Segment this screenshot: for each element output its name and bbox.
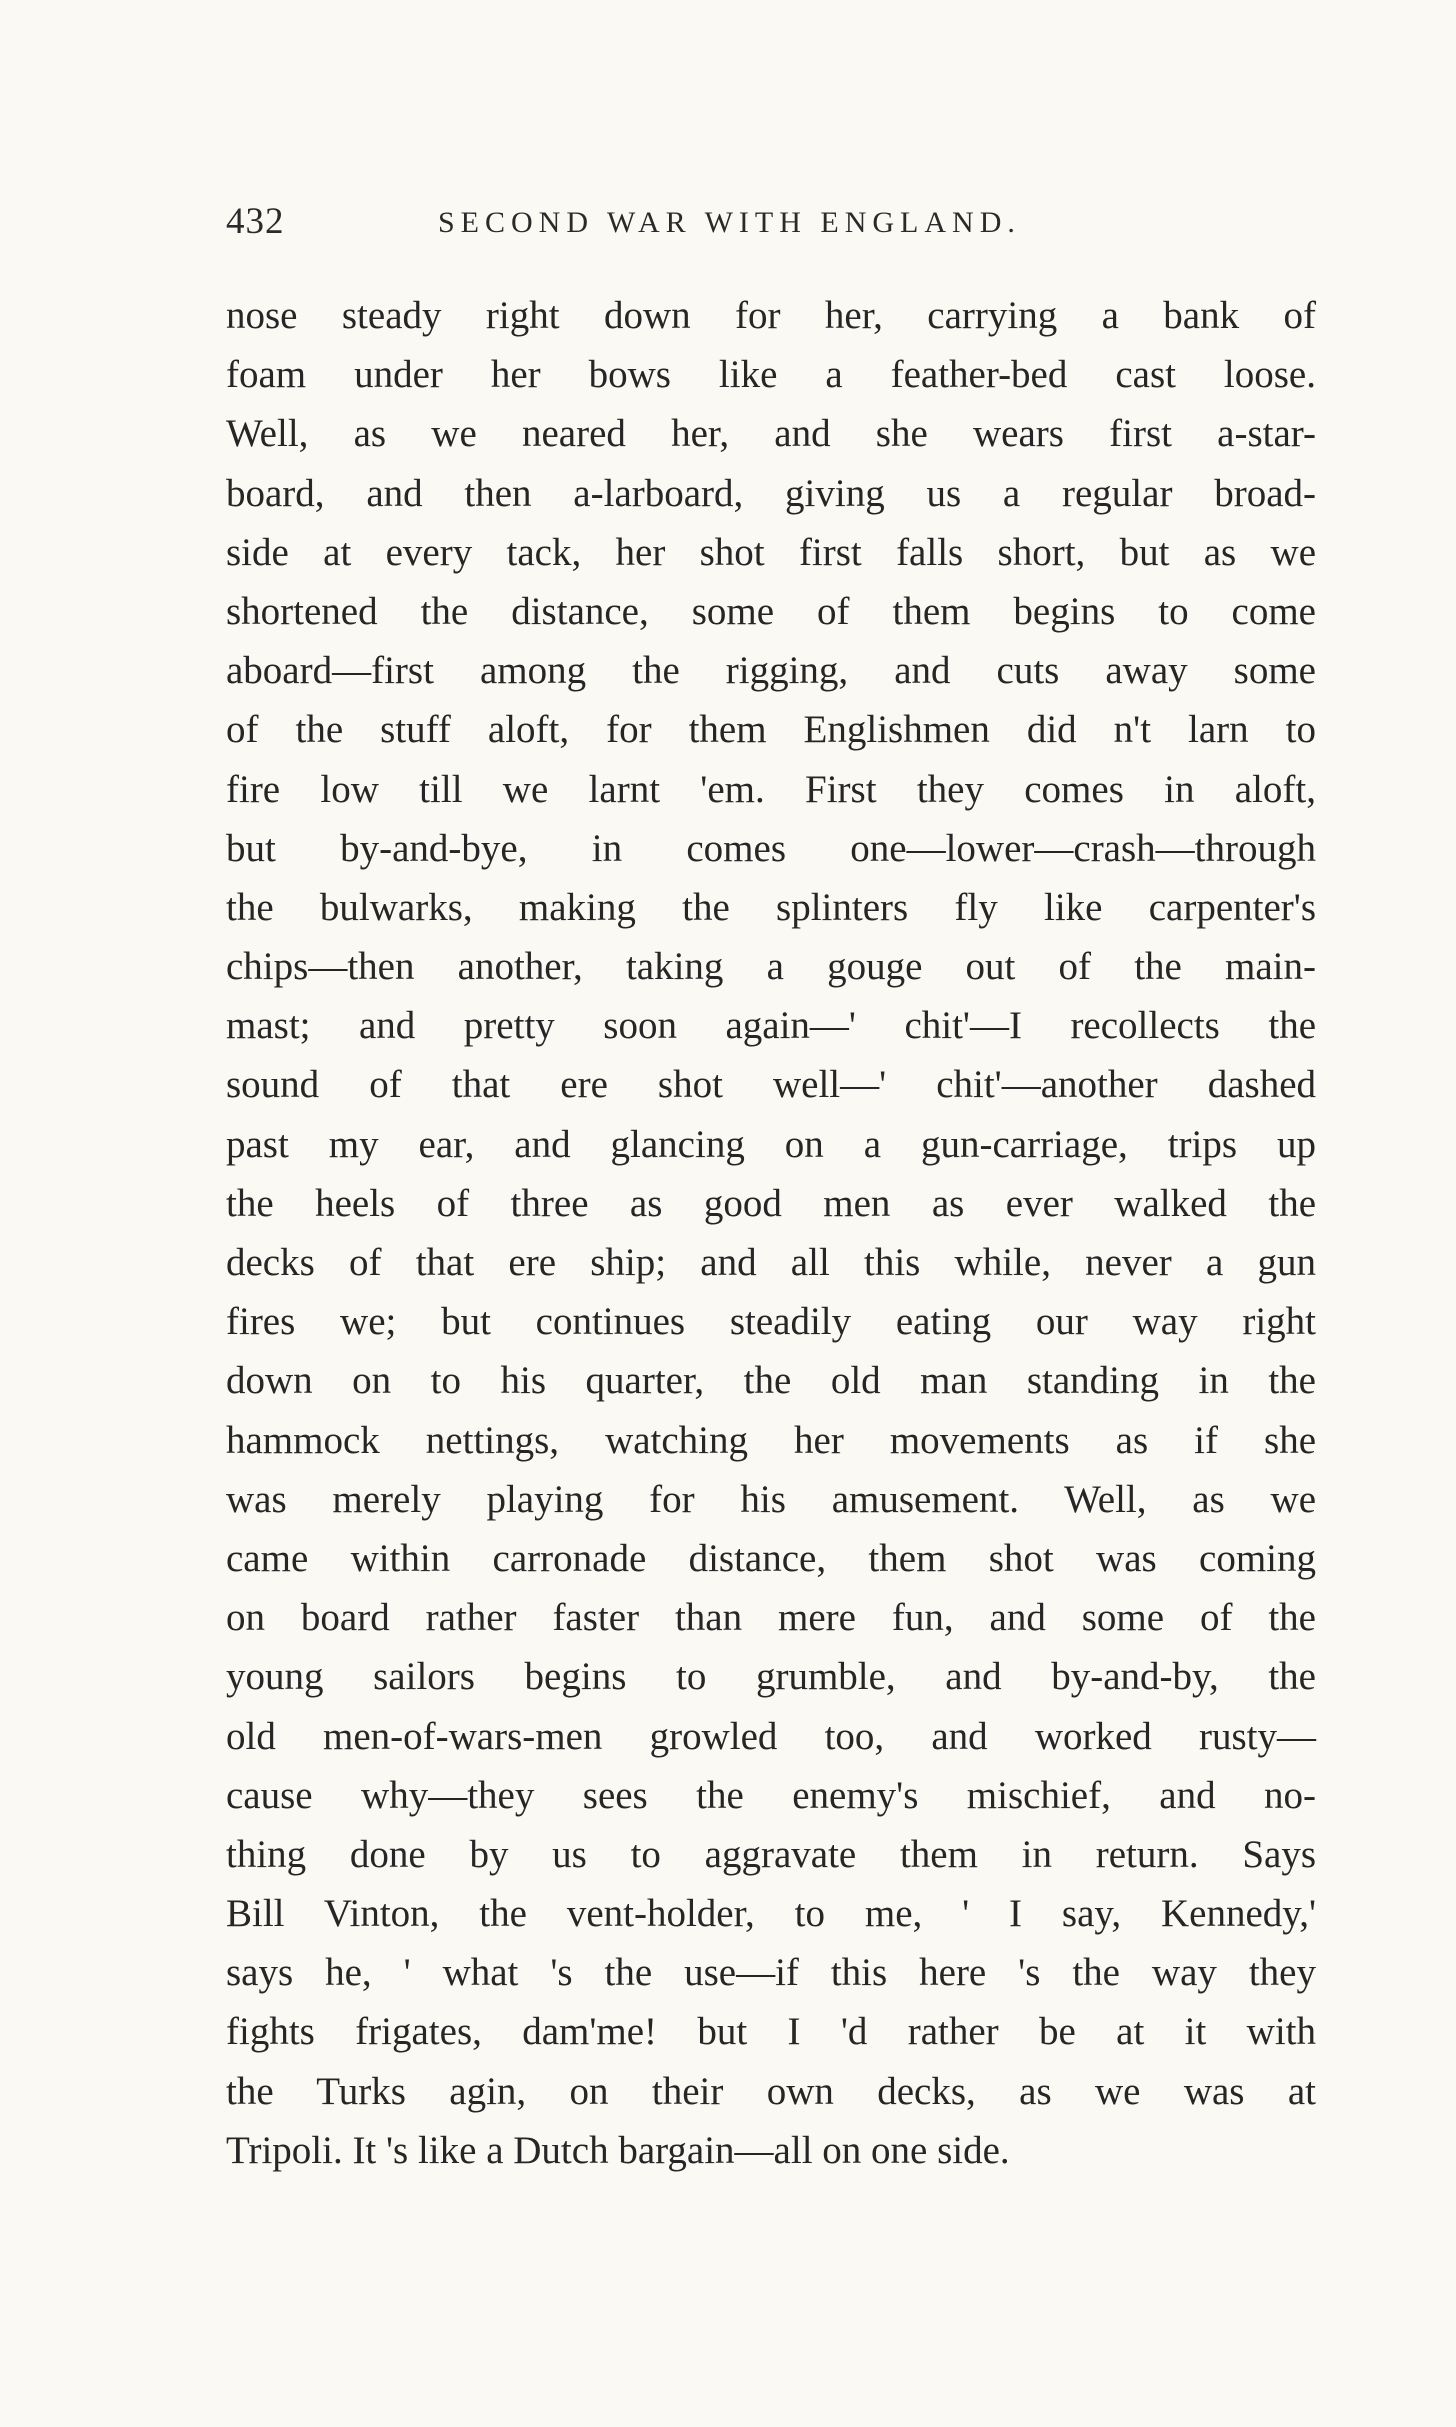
text-line: Bill Vinton, the vent-holder, to me, ' I say, Kennedy,' <box>226 1892 1316 1936</box>
text-line: on board rather faster than mere fun, and some of the <box>226 1596 1316 1640</box>
page-number: 432 <box>226 201 285 242</box>
text-line: of the stuff aloft, for them Englishmen did n't larn to <box>226 708 1316 752</box>
text-line: board, and then a-larboard, giving us a regular broad- <box>226 471 1316 515</box>
text-line: fires we; but continues steadily eating our way right <box>226 1300 1316 1344</box>
text-line: down on to his quarter, the old man standing in the <box>226 1359 1316 1403</box>
text-line: thing done by us to aggravate them in return. Says <box>226 1832 1316 1876</box>
text-line: decks of that ere ship; and all this while, never a gun <box>226 1241 1316 1284</box>
text-line: chips—then another, taking a gouge out of the main- <box>226 945 1316 989</box>
text-line: Well, as we neared her, and she wears first a-star- <box>226 412 1316 456</box>
text-line: shortened the distance, some of them begins to come <box>226 589 1316 633</box>
text-line: past my ear, and glancing on a gun-carriage, trips up <box>226 1122 1316 1166</box>
text-line: old men-of-wars-men growled too, and worked rusty— <box>226 1714 1316 1758</box>
text-line: Tripoli. It 's like a Dutch bargain—all on one side. <box>226 2128 1010 2172</box>
text-line: nose steady right down for her, carrying a bank of <box>226 294 1316 337</box>
text-line: young sailors begins to grumble, and by-and-by, the <box>226 1655 1316 1699</box>
text-line: sound of that ere shot well—' chit'—another dashed <box>226 1063 1316 1107</box>
body-text <box>226 286 1316 2180</box>
text-line: aboard—first among the rigging, and cuts away some <box>226 649 1316 693</box>
text-line: came within carronade distance, them shot was coming <box>226 1536 1316 1580</box>
text-line: mast; and pretty soon again—' chit'—I recollects the <box>226 1004 1316 1048</box>
text-line: the heels of three as good men as ever walked the <box>226 1181 1316 1225</box>
page-header <box>226 200 1314 260</box>
text-line: side at every tack, her shot first falls short, but as we <box>226 530 1316 574</box>
text-line: the bulwarks, making the splinters fly like carpenter's <box>226 885 1316 929</box>
text-line: but by-and-bye, in comes one—lower—crash—through <box>226 826 1316 870</box>
text-line: says he, ' what 's the use—if this here 's the way they <box>226 1951 1316 1995</box>
text-line: the Turks agin, on their own decks, as we was at <box>226 2069 1316 2113</box>
text-line: cause why—they sees the enemy's mischief, and no- <box>226 1773 1316 1817</box>
text-line: hammock nettings, watching her movements as if she <box>226 1418 1316 1462</box>
text-line: foam under her bows like a feather-bed cast loose. <box>226 353 1316 397</box>
running-head: SECOND WAR WITH ENGLAND. <box>438 206 1021 239</box>
text-line: was merely playing for his amusement. Well, as we <box>226 1477 1316 1521</box>
text-line: fights frigates, dam'me! but I 'd rather be at it with <box>226 2010 1316 2054</box>
text-line: fire low till we larnt 'em. First they comes in aloft, <box>226 767 1316 811</box>
